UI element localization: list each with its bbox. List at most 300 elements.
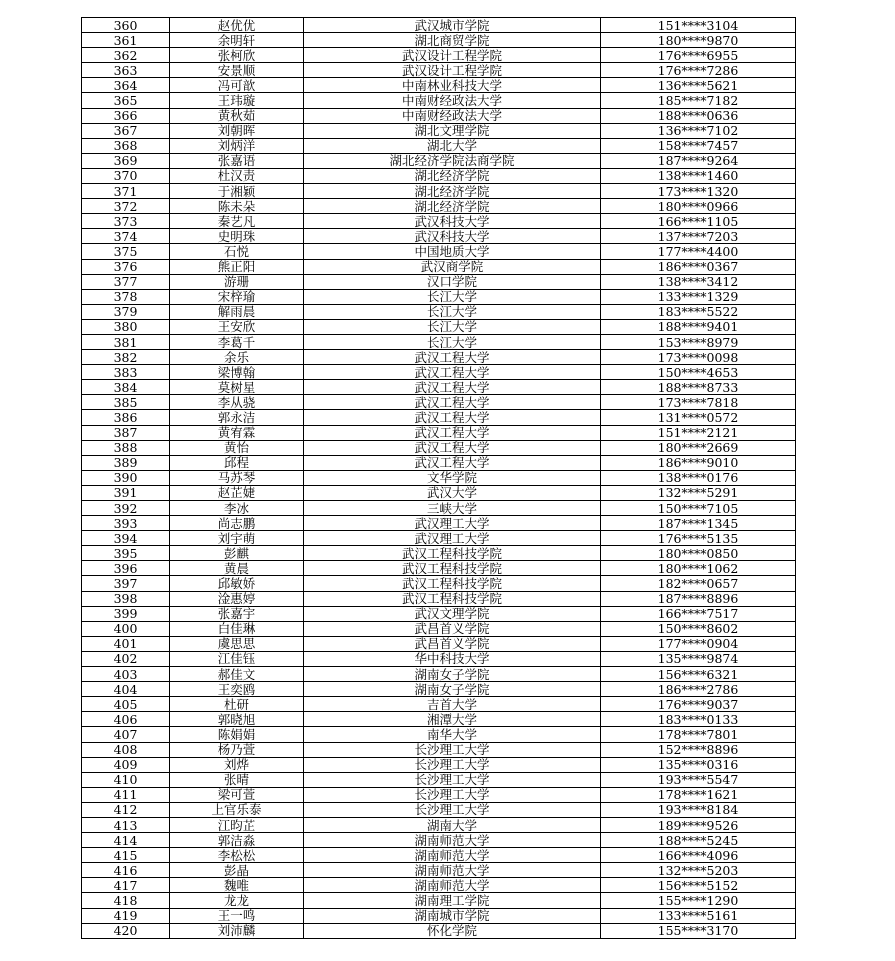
phone-number-cell: 133****5161 — [601, 908, 796, 923]
phone-number-cell: 155****3170 — [601, 923, 796, 938]
phone-number-cell: 131****0572 — [601, 410, 796, 425]
serial-number-cell: 389 — [82, 455, 170, 470]
serial-number-cell: 399 — [82, 606, 170, 621]
serial-number-cell: 365 — [82, 93, 170, 108]
phone-number-cell: 183****0133 — [601, 712, 796, 727]
table-row — [82, 772, 796, 787]
school-name-cell: 武汉理工大学 — [304, 531, 601, 546]
school-name-cell: 武汉工程大学 — [304, 350, 601, 365]
serial-number-cell: 415 — [82, 848, 170, 863]
table-row — [82, 410, 796, 425]
school-name-cell: 武汉工程大学 — [304, 395, 601, 410]
school-name-cell: 长江大学 — [304, 289, 601, 304]
serial-number-cell: 387 — [82, 425, 170, 440]
school-name-cell: 湖南女子学院 — [304, 667, 601, 682]
serial-number-cell: 412 — [82, 802, 170, 817]
student-name-cell: 游珊 — [170, 274, 304, 289]
serial-number-cell: 418 — [82, 893, 170, 908]
table-row — [82, 606, 796, 621]
table-row — [82, 93, 796, 108]
student-name-cell: 熊正阳 — [170, 259, 304, 274]
roster-table-body — [82, 18, 796, 939]
serial-number-cell: 393 — [82, 516, 170, 531]
school-name-cell: 武汉科技大学 — [304, 229, 601, 244]
phone-number-cell: 176****7286 — [601, 63, 796, 78]
student-name-cell: 虞思思 — [170, 636, 304, 651]
school-name-cell: 长沙理工大学 — [304, 802, 601, 817]
school-name-cell: 中南财经政法大学 — [304, 93, 601, 108]
table-row — [82, 757, 796, 772]
table-row — [82, 123, 796, 138]
student-name-cell: 郭永洁 — [170, 410, 304, 425]
table-row — [82, 802, 796, 817]
school-name-cell: 汉口学院 — [304, 274, 601, 289]
student-name-cell: 赵芷婕 — [170, 485, 304, 500]
school-name-cell: 南华大学 — [304, 727, 601, 742]
student-name-cell: 杜汉责 — [170, 168, 304, 183]
phone-number-cell: 132****5291 — [601, 485, 796, 500]
serial-number-cell: 388 — [82, 440, 170, 455]
school-name-cell: 武汉工程大学 — [304, 455, 601, 470]
student-name-cell: 安景顺 — [170, 63, 304, 78]
student-name-cell: 江昀芷 — [170, 817, 304, 832]
phone-number-cell: 180****0966 — [601, 199, 796, 214]
serial-number-cell: 383 — [82, 365, 170, 380]
phone-number-cell: 180****0850 — [601, 546, 796, 561]
school-name-cell: 武汉大学 — [304, 485, 601, 500]
phone-number-cell: 188****8733 — [601, 380, 796, 395]
serial-number-cell: 395 — [82, 546, 170, 561]
serial-number-cell: 384 — [82, 380, 170, 395]
table-row — [82, 817, 796, 832]
serial-number-cell: 408 — [82, 742, 170, 757]
school-name-cell: 怀化学院 — [304, 923, 601, 938]
serial-number-cell: 398 — [82, 591, 170, 606]
school-name-cell: 湖北商贸学院 — [304, 33, 601, 48]
school-name-cell: 中南财经政法大学 — [304, 108, 601, 123]
table-row — [82, 274, 796, 289]
student-name-cell: 张嘉宇 — [170, 606, 304, 621]
school-name-cell: 湖南女子学院 — [304, 682, 601, 697]
table-row — [82, 425, 796, 440]
school-name-cell: 长沙理工大学 — [304, 787, 601, 802]
school-name-cell: 武汉工程大学 — [304, 425, 601, 440]
phone-number-cell: 166****1105 — [601, 214, 796, 229]
phone-number-cell: 188****9401 — [601, 319, 796, 334]
serial-number-cell: 386 — [82, 410, 170, 425]
table-row — [82, 199, 796, 214]
table-row — [82, 651, 796, 666]
student-name-cell: 梁博翰 — [170, 365, 304, 380]
serial-number-cell: 363 — [82, 63, 170, 78]
phone-number-cell: 178****7801 — [601, 727, 796, 742]
school-name-cell: 长沙理工大学 — [304, 742, 601, 757]
table-row — [82, 244, 796, 259]
table-row — [82, 485, 796, 500]
school-name-cell: 武汉工程大学 — [304, 380, 601, 395]
student-name-cell: 刘炳洋 — [170, 138, 304, 153]
phone-number-cell: 186****0367 — [601, 259, 796, 274]
table-row — [82, 229, 796, 244]
serial-number-cell: 390 — [82, 470, 170, 485]
table-row — [82, 742, 796, 757]
school-name-cell: 武汉文理学院 — [304, 606, 601, 621]
serial-number-cell: 407 — [82, 727, 170, 742]
student-name-cell: 秦艺凡 — [170, 214, 304, 229]
phone-number-cell: 189****9526 — [601, 817, 796, 832]
table-row — [82, 516, 796, 531]
phone-number-cell: 150****8602 — [601, 621, 796, 636]
table-row — [82, 334, 796, 349]
school-name-cell: 武汉工程科技学院 — [304, 546, 601, 561]
phone-number-cell: 178****1621 — [601, 787, 796, 802]
serial-number-cell: 376 — [82, 259, 170, 274]
student-name-cell: 黄秋茹 — [170, 108, 304, 123]
table-row — [82, 697, 796, 712]
table-row — [82, 621, 796, 636]
table-row — [82, 893, 796, 908]
table-row — [82, 501, 796, 516]
table-row — [82, 259, 796, 274]
table-row — [82, 848, 796, 863]
phone-number-cell: 176****9037 — [601, 697, 796, 712]
serial-number-cell: 413 — [82, 817, 170, 832]
table-row — [82, 33, 796, 48]
student-name-cell: 王安欣 — [170, 319, 304, 334]
serial-number-cell: 368 — [82, 138, 170, 153]
serial-number-cell: 366 — [82, 108, 170, 123]
student-name-cell: 刘沛麟 — [170, 923, 304, 938]
serial-number-cell: 385 — [82, 395, 170, 410]
table-row — [82, 833, 796, 848]
table-row — [82, 153, 796, 168]
table-row — [82, 380, 796, 395]
phone-number-cell: 156****6321 — [601, 667, 796, 682]
school-name-cell: 武昌首义学院 — [304, 621, 601, 636]
school-name-cell: 武汉工程大学 — [304, 440, 601, 455]
serial-number-cell: 392 — [82, 501, 170, 516]
school-name-cell: 武汉工程科技学院 — [304, 561, 601, 576]
phone-number-cell: 187****8896 — [601, 591, 796, 606]
student-name-cell: 江佳钰 — [170, 651, 304, 666]
phone-number-cell: 186****2786 — [601, 682, 796, 697]
phone-number-cell: 133****1329 — [601, 289, 796, 304]
phone-number-cell: 166****7517 — [601, 606, 796, 621]
student-name-cell: 李葛千 — [170, 334, 304, 349]
serial-number-cell: 419 — [82, 908, 170, 923]
school-name-cell: 武汉商学院 — [304, 259, 601, 274]
student-name-cell: 张嘉语 — [170, 153, 304, 168]
serial-number-cell: 375 — [82, 244, 170, 259]
school-name-cell: 湖南师范大学 — [304, 848, 601, 863]
table-row — [82, 667, 796, 682]
phone-number-cell: 183****5522 — [601, 304, 796, 319]
student-name-cell: 王玮璇 — [170, 93, 304, 108]
phone-number-cell: 193****5547 — [601, 772, 796, 787]
phone-number-cell: 155****1290 — [601, 893, 796, 908]
school-name-cell: 长江大学 — [304, 319, 601, 334]
phone-number-cell: 188****5245 — [601, 833, 796, 848]
student-name-cell: 杜研 — [170, 697, 304, 712]
serial-number-cell: 397 — [82, 576, 170, 591]
student-name-cell: 解雨晨 — [170, 304, 304, 319]
phone-number-cell: 150****7105 — [601, 501, 796, 516]
school-name-cell: 武汉理工大学 — [304, 516, 601, 531]
serial-number-cell: 405 — [82, 697, 170, 712]
school-name-cell: 湖南师范大学 — [304, 863, 601, 878]
table-row — [82, 908, 796, 923]
student-name-cell: 邱程 — [170, 455, 304, 470]
school-name-cell: 湖北经济学院 — [304, 199, 601, 214]
school-name-cell: 长江大学 — [304, 334, 601, 349]
serial-number-cell: 378 — [82, 289, 170, 304]
serial-number-cell: 364 — [82, 78, 170, 93]
table-row — [82, 365, 796, 380]
student-name-cell: 刘朝晖 — [170, 123, 304, 138]
student-name-cell: 刘宇萌 — [170, 531, 304, 546]
school-name-cell: 湘潭大学 — [304, 712, 601, 727]
school-name-cell: 文华学院 — [304, 470, 601, 485]
phone-number-cell: 156****5152 — [601, 878, 796, 893]
school-name-cell: 中国地质大学 — [304, 244, 601, 259]
student-name-cell: 冯可歆 — [170, 78, 304, 93]
table-row — [82, 878, 796, 893]
school-name-cell: 中南林业科技大学 — [304, 78, 601, 93]
student-name-cell: 杨乃萱 — [170, 742, 304, 757]
phone-number-cell: 152****8896 — [601, 742, 796, 757]
school-name-cell: 武汉工程科技学院 — [304, 576, 601, 591]
table-row — [82, 440, 796, 455]
table-row — [82, 184, 796, 199]
table-row — [82, 168, 796, 183]
phone-number-cell: 135****9874 — [601, 651, 796, 666]
phone-number-cell: 180****9870 — [601, 33, 796, 48]
serial-number-cell: 409 — [82, 757, 170, 772]
serial-number-cell: 401 — [82, 636, 170, 651]
serial-number-cell: 396 — [82, 561, 170, 576]
student-name-cell: 陈娟娟 — [170, 727, 304, 742]
phone-number-cell: 180****1062 — [601, 561, 796, 576]
phone-number-cell: 182****0657 — [601, 576, 796, 591]
student-name-cell: 黄宥霖 — [170, 425, 304, 440]
serial-number-cell: 369 — [82, 153, 170, 168]
table-row — [82, 576, 796, 591]
student-name-cell: 余明轩 — [170, 33, 304, 48]
school-name-cell: 湖南大学 — [304, 817, 601, 832]
table-row — [82, 561, 796, 576]
student-name-cell: 尚志鹏 — [170, 516, 304, 531]
table-row — [82, 108, 796, 123]
student-name-cell: 王一鸣 — [170, 908, 304, 923]
student-name-cell: 于湘颖 — [170, 184, 304, 199]
student-name-cell: 郭洁淼 — [170, 833, 304, 848]
table-row — [82, 591, 796, 606]
serial-number-cell: 377 — [82, 274, 170, 289]
serial-number-cell: 420 — [82, 923, 170, 938]
phone-number-cell: 166****4096 — [601, 848, 796, 863]
school-name-cell: 武汉科技大学 — [304, 214, 601, 229]
student-name-cell: 张晴 — [170, 772, 304, 787]
school-name-cell: 武汉工程大学 — [304, 365, 601, 380]
student-name-cell: 李从骁 — [170, 395, 304, 410]
phone-number-cell: 137****7203 — [601, 229, 796, 244]
table-row — [82, 395, 796, 410]
serial-number-cell: 394 — [82, 531, 170, 546]
table-row — [82, 531, 796, 546]
student-name-cell: 王奕鸥 — [170, 682, 304, 697]
serial-number-cell: 372 — [82, 199, 170, 214]
student-name-cell: 龙龙 — [170, 893, 304, 908]
school-name-cell: 湖南师范大学 — [304, 878, 601, 893]
phone-number-cell: 153****8979 — [601, 334, 796, 349]
phone-number-cell: 176****5135 — [601, 531, 796, 546]
student-name-cell: 马苏琴 — [170, 470, 304, 485]
table-row — [82, 78, 796, 93]
table-row — [82, 289, 796, 304]
phone-number-cell: 186****9010 — [601, 455, 796, 470]
student-name-cell: 邱敏娇 — [170, 576, 304, 591]
school-name-cell: 湖北经济学院 — [304, 168, 601, 183]
student-name-cell: 石悦 — [170, 244, 304, 259]
serial-number-cell: 411 — [82, 787, 170, 802]
phone-number-cell: 173****0098 — [601, 350, 796, 365]
serial-number-cell: 404 — [82, 682, 170, 697]
table-row — [82, 455, 796, 470]
roster-table — [81, 17, 796, 939]
school-name-cell: 武昌首义学院 — [304, 636, 601, 651]
phone-number-cell: 177****4400 — [601, 244, 796, 259]
serial-number-cell: 374 — [82, 229, 170, 244]
school-name-cell: 湖南理工学院 — [304, 893, 601, 908]
table-row — [82, 18, 796, 33]
serial-number-cell: 360 — [82, 18, 170, 33]
student-name-cell: 郝佳文 — [170, 667, 304, 682]
table-row — [82, 546, 796, 561]
serial-number-cell: 416 — [82, 863, 170, 878]
student-name-cell: 余乐 — [170, 350, 304, 365]
phone-number-cell: 151****3104 — [601, 18, 796, 33]
phone-number-cell: 187****1345 — [601, 516, 796, 531]
school-name-cell: 长沙理工大学 — [304, 772, 601, 787]
school-name-cell: 湖北经济学院 — [304, 184, 601, 199]
student-name-cell: 史明珠 — [170, 229, 304, 244]
phone-number-cell: 132****5203 — [601, 863, 796, 878]
serial-number-cell: 414 — [82, 833, 170, 848]
serial-number-cell: 381 — [82, 334, 170, 349]
phone-number-cell: 185****7182 — [601, 93, 796, 108]
table-row — [82, 470, 796, 485]
student-name-cell: 刘烨 — [170, 757, 304, 772]
phone-number-cell: 187****9264 — [601, 153, 796, 168]
school-name-cell: 武汉设计工程学院 — [304, 48, 601, 63]
serial-number-cell: 373 — [82, 214, 170, 229]
phone-number-cell: 138****1460 — [601, 168, 796, 183]
school-name-cell: 武汉工程大学 — [304, 410, 601, 425]
serial-number-cell: 379 — [82, 304, 170, 319]
phone-number-cell: 173****1320 — [601, 184, 796, 199]
serial-number-cell: 400 — [82, 621, 170, 636]
student-name-cell: 魏唯 — [170, 878, 304, 893]
phone-number-cell: 135****0316 — [601, 757, 796, 772]
phone-number-cell: 193****8184 — [601, 802, 796, 817]
table-row — [82, 304, 796, 319]
school-name-cell: 三峡大学 — [304, 501, 601, 516]
school-name-cell: 武汉工程科技学院 — [304, 591, 601, 606]
phone-number-cell: 173****7818 — [601, 395, 796, 410]
serial-number-cell: 382 — [82, 350, 170, 365]
student-name-cell: 莫树星 — [170, 380, 304, 395]
student-name-cell: 李冰 — [170, 501, 304, 516]
student-name-cell: 李松松 — [170, 848, 304, 863]
school-name-cell: 长江大学 — [304, 304, 601, 319]
serial-number-cell: 362 — [82, 48, 170, 63]
school-name-cell: 湖南师范大学 — [304, 833, 601, 848]
table-row — [82, 138, 796, 153]
phone-number-cell: 180****2669 — [601, 440, 796, 455]
student-name-cell: 张柯欣 — [170, 48, 304, 63]
student-name-cell: 黄怡 — [170, 440, 304, 455]
serial-number-cell: 361 — [82, 33, 170, 48]
table-row — [82, 787, 796, 802]
serial-number-cell: 380 — [82, 319, 170, 334]
school-name-cell: 武汉城市学院 — [304, 18, 601, 33]
serial-number-cell: 403 — [82, 667, 170, 682]
school-name-cell: 长沙理工大学 — [304, 757, 601, 772]
table-row — [82, 863, 796, 878]
school-name-cell: 武汉设计工程学院 — [304, 63, 601, 78]
phone-number-cell: 177****0904 — [601, 636, 796, 651]
school-name-cell: 吉首大学 — [304, 697, 601, 712]
school-name-cell: 湖北经济学院法商学院 — [304, 153, 601, 168]
student-name-cell: 黄晨 — [170, 561, 304, 576]
student-name-cell: 梁可萱 — [170, 787, 304, 802]
serial-number-cell: 370 — [82, 168, 170, 183]
phone-number-cell: 138****0176 — [601, 470, 796, 485]
student-name-cell: 陈未朵 — [170, 199, 304, 214]
serial-number-cell: 402 — [82, 651, 170, 666]
student-name-cell: 宋梓瑜 — [170, 289, 304, 304]
table-row — [82, 727, 796, 742]
phone-number-cell: 136****7102 — [601, 123, 796, 138]
school-name-cell: 湖北大学 — [304, 138, 601, 153]
student-name-cell: 郭晓旭 — [170, 712, 304, 727]
table-row — [82, 350, 796, 365]
phone-number-cell: 138****3412 — [601, 274, 796, 289]
serial-number-cell: 417 — [82, 878, 170, 893]
phone-number-cell: 188****0636 — [601, 108, 796, 123]
student-name-cell: 彭麒 — [170, 546, 304, 561]
student-name-cell: 淦惠婷 — [170, 591, 304, 606]
phone-number-cell: 176****6955 — [601, 48, 796, 63]
student-name-cell: 上官乐泰 — [170, 802, 304, 817]
serial-number-cell: 391 — [82, 485, 170, 500]
table-row — [82, 636, 796, 651]
table-row — [82, 214, 796, 229]
phone-number-cell: 151****2121 — [601, 425, 796, 440]
student-name-cell: 白佳琳 — [170, 621, 304, 636]
student-name-cell: 赵优优 — [170, 18, 304, 33]
serial-number-cell: 410 — [82, 772, 170, 787]
serial-number-cell: 367 — [82, 123, 170, 138]
school-name-cell: 湖南城市学院 — [304, 908, 601, 923]
table-row — [82, 923, 796, 938]
table-row — [82, 319, 796, 334]
serial-number-cell: 406 — [82, 712, 170, 727]
table-row — [82, 712, 796, 727]
phone-number-cell: 136****5621 — [601, 78, 796, 93]
school-name-cell: 湖北文理学院 — [304, 123, 601, 138]
table-row — [82, 63, 796, 78]
